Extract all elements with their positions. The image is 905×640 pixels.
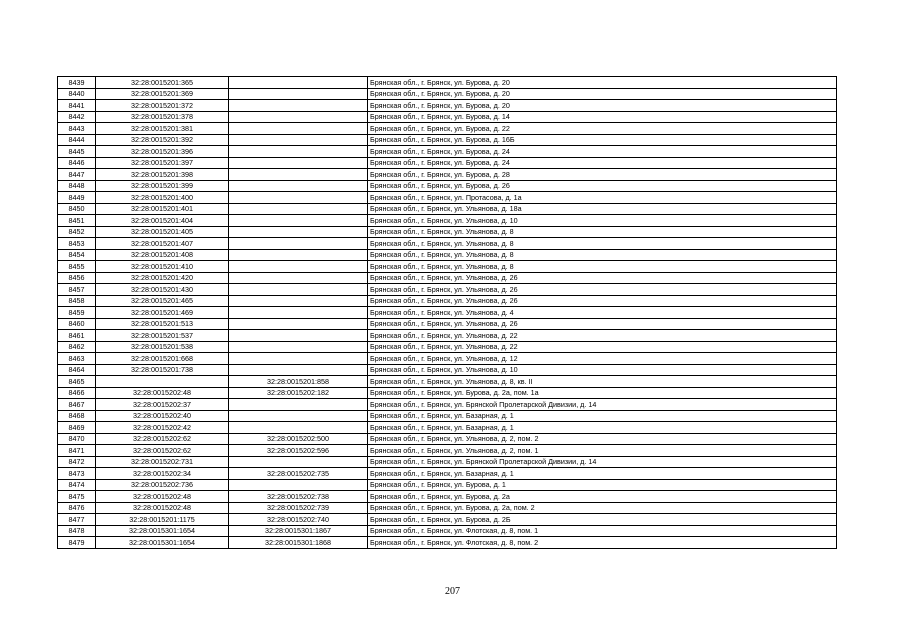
row-number-cell: 8476 (58, 502, 96, 514)
row-number-cell: 8446 (58, 157, 96, 169)
premises-cadastral-number-cell (229, 479, 368, 491)
premises-cadastral-number-cell (229, 123, 368, 135)
address-cell: Брянская обл., г. Брянск, ул. Бурова, д. 2а, пом. 2 (368, 502, 837, 514)
cadastral-number-cell: 32:28:0015201:465 (96, 295, 229, 307)
address-cell: Брянская обл., г. Брянск, ул. Базарная, д. 1 (368, 468, 837, 480)
table-row (58, 203, 837, 215)
cadastral-number-cell: 32:28:0015202:48 (96, 491, 229, 503)
cadastral-number-cell: 32:28:0015201:396 (96, 146, 229, 158)
premises-cadastral-number-cell (229, 353, 368, 365)
premises-cadastral-number-cell (229, 261, 368, 273)
cadastral-number-cell: 32:28:0015202:34 (96, 468, 229, 480)
premises-cadastral-number-cell (229, 111, 368, 123)
row-number-cell: 8455 (58, 261, 96, 273)
row-number-cell: 8466 (58, 387, 96, 399)
address-cell: Брянская обл., г. Брянск, ул. Бурова, д. 2а, пом. 1а (368, 387, 837, 399)
table-row (58, 514, 837, 526)
registry-table-body (58, 77, 837, 549)
row-number-cell: 8474 (58, 479, 96, 491)
row-number-cell: 8470 (58, 433, 96, 445)
row-number-cell: 8456 (58, 272, 96, 284)
row-number-cell: 8477 (58, 514, 96, 526)
cadastral-number-cell: 32:28:0015201:378 (96, 111, 229, 123)
premises-cadastral-number-cell: 32:28:0015301:1868 (229, 537, 368, 549)
cadastral-number-cell: 32:28:0015201:538 (96, 341, 229, 353)
address-cell: Брянская обл., г. Брянск, ул. Ульянова, д. 22 (368, 341, 837, 353)
table-row (58, 146, 837, 158)
premises-cadastral-number-cell (229, 456, 368, 468)
table-row (58, 134, 837, 146)
row-number-cell: 8447 (58, 169, 96, 181)
row-number-cell: 8442 (58, 111, 96, 123)
table-row (58, 410, 837, 422)
address-cell: Брянская обл., г. Брянск, ул. Ульянова, д. 26 (368, 284, 837, 296)
address-cell: Брянская обл., г. Брянск, ул. Бурова, д. 20 (368, 100, 837, 112)
address-cell: Брянская обл., г. Брянск, ул. Ульянова, д. 8 (368, 238, 837, 250)
row-number-cell: 8467 (58, 399, 96, 411)
premises-cadastral-number-cell (229, 399, 368, 411)
premises-cadastral-number-cell: 32:28:0015202:738 (229, 491, 368, 503)
cadastral-number-cell: 32:28:0015202:40 (96, 410, 229, 422)
cadastral-number-cell: 32:28:0015202:731 (96, 456, 229, 468)
row-number-cell: 8472 (58, 456, 96, 468)
address-cell: Брянская обл., г. Брянск, ул. Ульянова, д. 8 (368, 261, 837, 273)
table-row (58, 272, 837, 284)
table-row (58, 249, 837, 261)
table-row (58, 422, 837, 434)
row-number-cell: 8464 (58, 364, 96, 376)
table-row (58, 341, 837, 353)
address-cell: Брянская обл., г. Брянск, ул. Ульянова, д. 22 (368, 330, 837, 342)
address-cell: Брянская обл., г. Брянск, ул. Флотская, д. 8, пом. 1 (368, 525, 837, 537)
address-cell: Брянская обл., г. Брянск, ул. Бурова, д. 14 (368, 111, 837, 123)
cadastral-number-cell: 32:28:0015201:401 (96, 203, 229, 215)
address-cell: Брянская обл., г. Брянск, ул. Ульянова, д. 8, кв. II (368, 376, 837, 388)
address-cell: Брянская обл., г. Брянск, ул. Ульянова, д. 10 (368, 215, 837, 227)
premises-cadastral-number-cell (229, 341, 368, 353)
row-number-cell: 8459 (58, 307, 96, 319)
cadastral-number-cell (96, 376, 229, 388)
row-number-cell: 8440 (58, 88, 96, 100)
row-number-cell: 8451 (58, 215, 96, 227)
address-cell: Брянская обл., г. Брянск, ул. Протасова, д. 1а (368, 192, 837, 204)
premises-cadastral-number-cell (229, 295, 368, 307)
cadastral-number-cell: 32:28:0015201:1175 (96, 514, 229, 526)
premises-cadastral-number-cell (229, 238, 368, 250)
address-cell: Брянская обл., г. Брянск, ул. Ульянова, д. 8 (368, 249, 837, 261)
premises-cadastral-number-cell (229, 284, 368, 296)
premises-cadastral-number-cell (229, 157, 368, 169)
cadastral-number-cell: 32:28:0015202:42 (96, 422, 229, 434)
table-row (58, 387, 837, 399)
row-number-cell: 8450 (58, 203, 96, 215)
cadastral-number-cell: 32:28:0015201:365 (96, 77, 229, 89)
table-row (58, 491, 837, 503)
page-number: 207 (445, 586, 460, 597)
table-row (58, 468, 837, 480)
cadastral-number-cell: 32:28:0015201:410 (96, 261, 229, 273)
row-number-cell: 8461 (58, 330, 96, 342)
premises-cadastral-number-cell (229, 169, 368, 181)
cadastral-number-cell: 32:28:0015201:397 (96, 157, 229, 169)
row-number-cell: 8445 (58, 146, 96, 158)
cadastral-number-cell: 32:28:0015201:398 (96, 169, 229, 181)
premises-cadastral-number-cell (229, 77, 368, 89)
cadastral-number-cell: 32:28:0015201:408 (96, 249, 229, 261)
cadastral-number-cell: 32:28:0015201:405 (96, 226, 229, 238)
address-cell: Брянская обл., г. Брянск, ул. Бурова, д. 24 (368, 146, 837, 158)
table-row (58, 537, 837, 549)
row-number-cell: 8479 (58, 537, 96, 549)
row-number-cell: 8468 (58, 410, 96, 422)
address-cell: Брянская обл., г. Брянск, ул. Ульянова, д. 2, пом. 2 (368, 433, 837, 445)
address-cell: Брянская обл., г. Брянск, ул. Ульянова, д. 26 (368, 295, 837, 307)
row-number-cell: 8469 (58, 422, 96, 434)
row-number-cell: 8441 (58, 100, 96, 112)
address-cell: Брянская обл., г. Брянск, ул. Бурова, д. 20 (368, 77, 837, 89)
table-row (58, 284, 837, 296)
table-row (58, 353, 837, 365)
table-row (58, 399, 837, 411)
premises-cadastral-number-cell (229, 134, 368, 146)
premises-cadastral-number-cell (229, 100, 368, 112)
table-row (58, 376, 837, 388)
premises-cadastral-number-cell (229, 272, 368, 284)
cadastral-number-cell: 32:28:0015201:407 (96, 238, 229, 250)
premises-cadastral-number-cell (229, 203, 368, 215)
cadastral-number-cell: 32:28:0015201:404 (96, 215, 229, 227)
table-row (58, 456, 837, 468)
address-cell: Брянская обл., г. Брянск, ул. Ульянова, д. 4 (368, 307, 837, 319)
row-number-cell: 8457 (58, 284, 96, 296)
table-row (58, 111, 837, 123)
cadastral-number-cell: 32:28:0015201:392 (96, 134, 229, 146)
premises-cadastral-number-cell (229, 215, 368, 227)
address-cell: Брянская обл., г. Брянск, ул. Бурова, д. 26 (368, 180, 837, 192)
table-row (58, 180, 837, 192)
table-row (58, 215, 837, 227)
cadastral-number-cell: 32:28:0015202:736 (96, 479, 229, 491)
row-number-cell: 8449 (58, 192, 96, 204)
row-number-cell: 8463 (58, 353, 96, 365)
row-number-cell: 8460 (58, 318, 96, 330)
premises-cadastral-number-cell: 32:28:0015202:596 (229, 445, 368, 457)
table-row (58, 295, 837, 307)
row-number-cell: 8471 (58, 445, 96, 457)
cadastral-number-cell: 32:28:0015201:430 (96, 284, 229, 296)
table-row (58, 169, 837, 181)
table-row (58, 433, 837, 445)
cadastral-number-cell: 32:28:0015202:62 (96, 433, 229, 445)
cadastral-number-cell: 32:28:0015201:372 (96, 100, 229, 112)
address-cell: Брянская обл., г. Брянск, ул. Ульянова, д. 12 (368, 353, 837, 365)
premises-cadastral-number-cell: 32:28:0015202:500 (229, 433, 368, 445)
cadastral-number-cell: 32:28:0015201:469 (96, 307, 229, 319)
premises-cadastral-number-cell (229, 364, 368, 376)
address-cell: Брянская обл., г. Брянск, ул. Бурова, д. 2а (368, 491, 837, 503)
premises-cadastral-number-cell (229, 410, 368, 422)
cadastral-number-cell: 32:28:0015202:37 (96, 399, 229, 411)
row-number-cell: 8439 (58, 77, 96, 89)
row-number-cell: 8462 (58, 341, 96, 353)
address-cell: Брянская обл., г. Брянск, ул. Ульянова, д. 18а (368, 203, 837, 215)
table-row (58, 192, 837, 204)
address-cell: Брянская обл., г. Брянск, ул. Брянской Пролетарской Дивизии, д. 14 (368, 456, 837, 468)
premises-cadastral-number-cell (229, 330, 368, 342)
table-row (58, 330, 837, 342)
address-cell: Брянская обл., г. Брянск, ул. Брянской Пролетарской Дивизии, д. 14 (368, 399, 837, 411)
cadastral-number-cell: 32:28:0015201:537 (96, 330, 229, 342)
table-row (58, 525, 837, 537)
cadastral-number-cell: 32:28:0015201:420 (96, 272, 229, 284)
address-cell: Брянская обл., г. Брянск, ул. Бурова, д. 24 (368, 157, 837, 169)
premises-cadastral-number-cell: 32:28:0015301:1867 (229, 525, 368, 537)
address-cell: Брянская обл., г. Брянск, ул. Бурова, д. 2Б (368, 514, 837, 526)
table-row (58, 445, 837, 457)
cadastral-number-cell: 32:28:0015201:400 (96, 192, 229, 204)
row-number-cell: 8452 (58, 226, 96, 238)
cadastral-number-cell: 32:28:0015202:62 (96, 445, 229, 457)
address-cell: Брянская обл., г. Брянск, ул. Базарная, д. 1 (368, 422, 837, 434)
row-number-cell: 8465 (58, 376, 96, 388)
premises-cadastral-number-cell: 32:28:0015201:858 (229, 376, 368, 388)
table-row (58, 123, 837, 135)
row-number-cell: 8443 (58, 123, 96, 135)
table-row (58, 157, 837, 169)
premises-cadastral-number-cell: 32:28:0015202:739 (229, 502, 368, 514)
row-number-cell: 8473 (58, 468, 96, 480)
premises-cadastral-number-cell: 32:28:0015202:740 (229, 514, 368, 526)
row-number-cell: 8448 (58, 180, 96, 192)
address-cell: Брянская обл., г. Брянск, ул. Ульянова, д. 26 (368, 318, 837, 330)
address-cell: Брянская обл., г. Брянск, ул. Ульянова, д. 10 (368, 364, 837, 376)
row-number-cell: 8458 (58, 295, 96, 307)
premises-cadastral-number-cell (229, 307, 368, 319)
cadastral-number-cell: 32:28:0015201:369 (96, 88, 229, 100)
premises-cadastral-number-cell: 32:28:0015202:182 (229, 387, 368, 399)
row-number-cell: 8475 (58, 491, 96, 503)
table-row (58, 502, 837, 514)
registry-table (57, 76, 837, 549)
address-cell: Брянская обл., г. Брянск, ул. Бурова, д. 20 (368, 88, 837, 100)
address-cell: Брянская обл., г. Брянск, ул. Бурова, д. 28 (368, 169, 837, 181)
address-cell: Брянская обл., г. Брянск, ул. Флотская, д. 8, пом. 2 (368, 537, 837, 549)
table-row (58, 226, 837, 238)
address-cell: Брянская обл., г. Брянск, ул. Бурова, д. 16Б (368, 134, 837, 146)
premises-cadastral-number-cell (229, 192, 368, 204)
table-row (58, 100, 837, 112)
premises-cadastral-number-cell (229, 88, 368, 100)
table-row (58, 364, 837, 376)
cadastral-number-cell: 32:28:0015202:48 (96, 387, 229, 399)
cadastral-number-cell: 32:28:0015201:399 (96, 180, 229, 192)
address-cell: Брянская обл., г. Брянск, ул. Ульянова, д. 2, пом. 1 (368, 445, 837, 457)
address-cell: Брянская обл., г. Брянск, ул. Бурова, д. 1 (368, 479, 837, 491)
table-row (58, 307, 837, 319)
premises-cadastral-number-cell (229, 422, 368, 434)
cadastral-number-cell: 32:28:0015301:1654 (96, 525, 229, 537)
table-row (58, 479, 837, 491)
table-row (58, 88, 837, 100)
cadastral-number-cell: 32:28:0015301:1654 (96, 537, 229, 549)
premises-cadastral-number-cell (229, 226, 368, 238)
premises-cadastral-number-cell (229, 146, 368, 158)
address-cell: Брянская обл., г. Брянск, ул. Бурова, д. 22 (368, 123, 837, 135)
address-cell: Брянская обл., г. Брянск, ул. Ульянова, д. 8 (368, 226, 837, 238)
premises-cadastral-number-cell: 32:28:0015202:735 (229, 468, 368, 480)
cadastral-number-cell: 32:28:0015201:738 (96, 364, 229, 376)
cadastral-number-cell: 32:28:0015201:668 (96, 353, 229, 365)
premises-cadastral-number-cell (229, 180, 368, 192)
table-row (58, 77, 837, 89)
cadastral-number-cell: 32:28:0015201:513 (96, 318, 229, 330)
address-cell: Брянская обл., г. Брянск, ул. Базарная, д. 1 (368, 410, 837, 422)
table-row (58, 261, 837, 273)
row-number-cell: 8478 (58, 525, 96, 537)
cadastral-number-cell: 32:28:0015201:381 (96, 123, 229, 135)
row-number-cell: 8453 (58, 238, 96, 250)
table-row (58, 238, 837, 250)
address-cell: Брянская обл., г. Брянск, ул. Ульянова, д. 26 (368, 272, 837, 284)
premises-cadastral-number-cell (229, 318, 368, 330)
table-row (58, 318, 837, 330)
row-number-cell: 8444 (58, 134, 96, 146)
cadastral-number-cell: 32:28:0015202:48 (96, 502, 229, 514)
premises-cadastral-number-cell (229, 249, 368, 261)
row-number-cell: 8454 (58, 249, 96, 261)
